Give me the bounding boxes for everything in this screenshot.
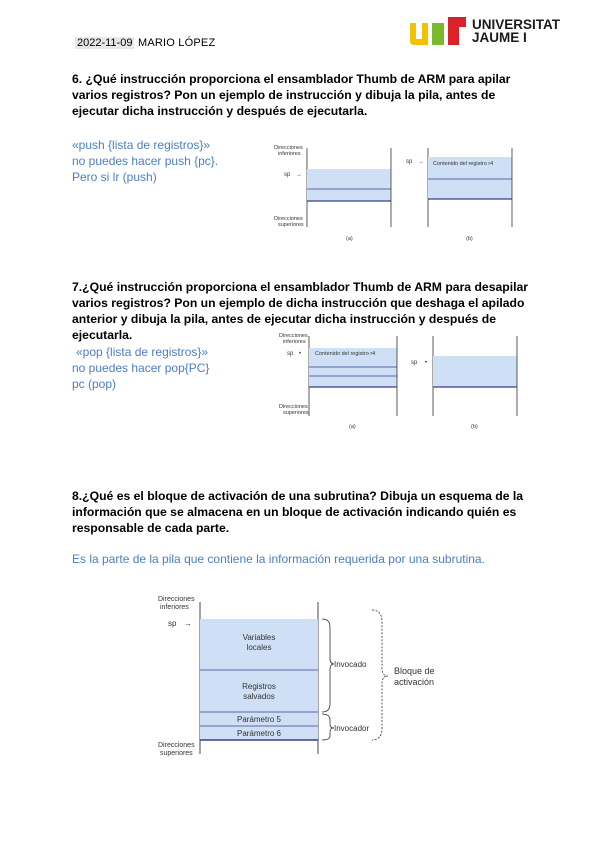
question-7-line: ejecutarla. [72, 328, 133, 342]
sp-label: sp [284, 172, 291, 178]
sp-label: sp [406, 159, 413, 165]
caption-b: (b) [466, 236, 473, 242]
brace-invocado-label: Invocado [334, 660, 367, 669]
figure-label-top: inferiores [160, 604, 189, 611]
logo-blocks-icon [410, 17, 466, 45]
sp-arrow: → [184, 619, 192, 628]
cell-variables-locales: Variables [242, 633, 276, 642]
stack-cell-text: Contenido del registro r4 [315, 351, 376, 357]
figure-label-bottom: superiores [278, 222, 304, 228]
question-6-line: 6. ¿Qué instrucción proporciona el ensamblador Thumb de ARM para apilar [72, 72, 511, 86]
block-label: activación [394, 677, 435, 687]
cell-variables-locales: locales [246, 643, 272, 652]
figure-label-top: Direcciones [279, 333, 308, 339]
sp-arrow: → [418, 159, 424, 165]
answer-7 [72, 344, 209, 392]
figure-label-top: inferiores [283, 339, 306, 345]
question-6-line: ejecutar dicha instrucción y después de ejecutarla. [72, 104, 368, 118]
question-8-line: 8.¿Qué es el bloque de activación de una subrutina? Dibuja un esquema de la [72, 489, 524, 503]
pop-stack-figure [275, 330, 535, 434]
cell-registros-salvados: salvados [243, 692, 275, 701]
question-7-line: anterior y dibuja la pila, antes de ejecutar dicha instrucción y después de [72, 312, 496, 326]
question-7-line: 7.¿Qué instrucción proporciona el ensamblador Thumb de ARM para desapilar [72, 280, 528, 294]
answer-8: Es la parte de la pila que contiene la información requerida por una subrutina. [72, 552, 485, 566]
answer-6-line: no puedes hacer push {pc}. [72, 154, 219, 168]
answer-6-line: «push {lista de registros}» [72, 138, 211, 152]
brace-invocado [322, 619, 334, 712]
sp-label: sp [287, 351, 294, 357]
figure-label-bottom: Direcciones [279, 404, 308, 410]
caption-a: (a) [346, 236, 353, 242]
cell-parametro-5: Parámetro 5 [236, 715, 282, 724]
stack-cell [433, 356, 517, 387]
logo-line1: UNIVERSITAT [472, 17, 561, 32]
cell-parametro-6: Parámetro 6 [236, 729, 282, 738]
logo-text [472, 18, 560, 44]
answer-7-line: no puedes hacer pop{PC} [72, 361, 210, 375]
sp-arrow: → [296, 172, 302, 178]
push-stack-figure [270, 140, 530, 248]
question-8-line: responsable de cada parte. [72, 521, 230, 535]
caption-a: (a) [349, 424, 356, 430]
question-6-line: varios registros? Pon un ejemplo de instrucción y dibuja la pila, antes de [72, 88, 496, 102]
figure-label-bottom: superiores [283, 410, 309, 416]
figure-label-bottom: Direcciones [158, 742, 195, 749]
answer-7-line: pc (pop) [72, 377, 117, 391]
header-date: 2022-11-09 [77, 37, 133, 49]
sp-arrow: • [425, 360, 428, 366]
block-label: Bloque de [394, 666, 435, 676]
figure-label-bottom: superiores [160, 750, 193, 757]
question-7-line: varios registros? Pon un ejemplo de dicha instrucción que deshaga el apilado [72, 296, 525, 310]
answer-7-line: «pop {lista de registros}» [76, 345, 209, 359]
brace-invocador-label: Invocador [334, 724, 370, 733]
sp-label: sp [411, 360, 418, 366]
answer-6-line: Pero si lr (push) [72, 170, 157, 184]
question-8-line: información que se almacena en un bloque de activación indicando quién es [72, 505, 517, 519]
answer-6 [72, 137, 218, 185]
activation-block-figure [150, 592, 450, 762]
question-6 [72, 71, 542, 119]
sp-label: sp [168, 619, 177, 628]
logo-line2: JAUME I [472, 30, 527, 45]
caption-b: (b) [471, 424, 478, 430]
sp-arrow: • [299, 351, 302, 357]
stack-cell-text: Contenido del registro r4 [433, 161, 494, 167]
figure-label-bottom: Direcciones [274, 216, 303, 222]
figure-label-top: Direcciones [274, 145, 303, 151]
university-logo [410, 17, 570, 47]
figure-label-top: inferiores [278, 151, 301, 157]
brace-block [372, 610, 388, 740]
cell-registros-salvados: Registros [242, 682, 276, 691]
question-8 [72, 488, 542, 536]
header-author: MARIO LÓPEZ [138, 37, 216, 49]
stack-cell [307, 169, 391, 201]
brace-invocador [322, 714, 334, 740]
figure-label-top: Direcciones [158, 596, 195, 603]
